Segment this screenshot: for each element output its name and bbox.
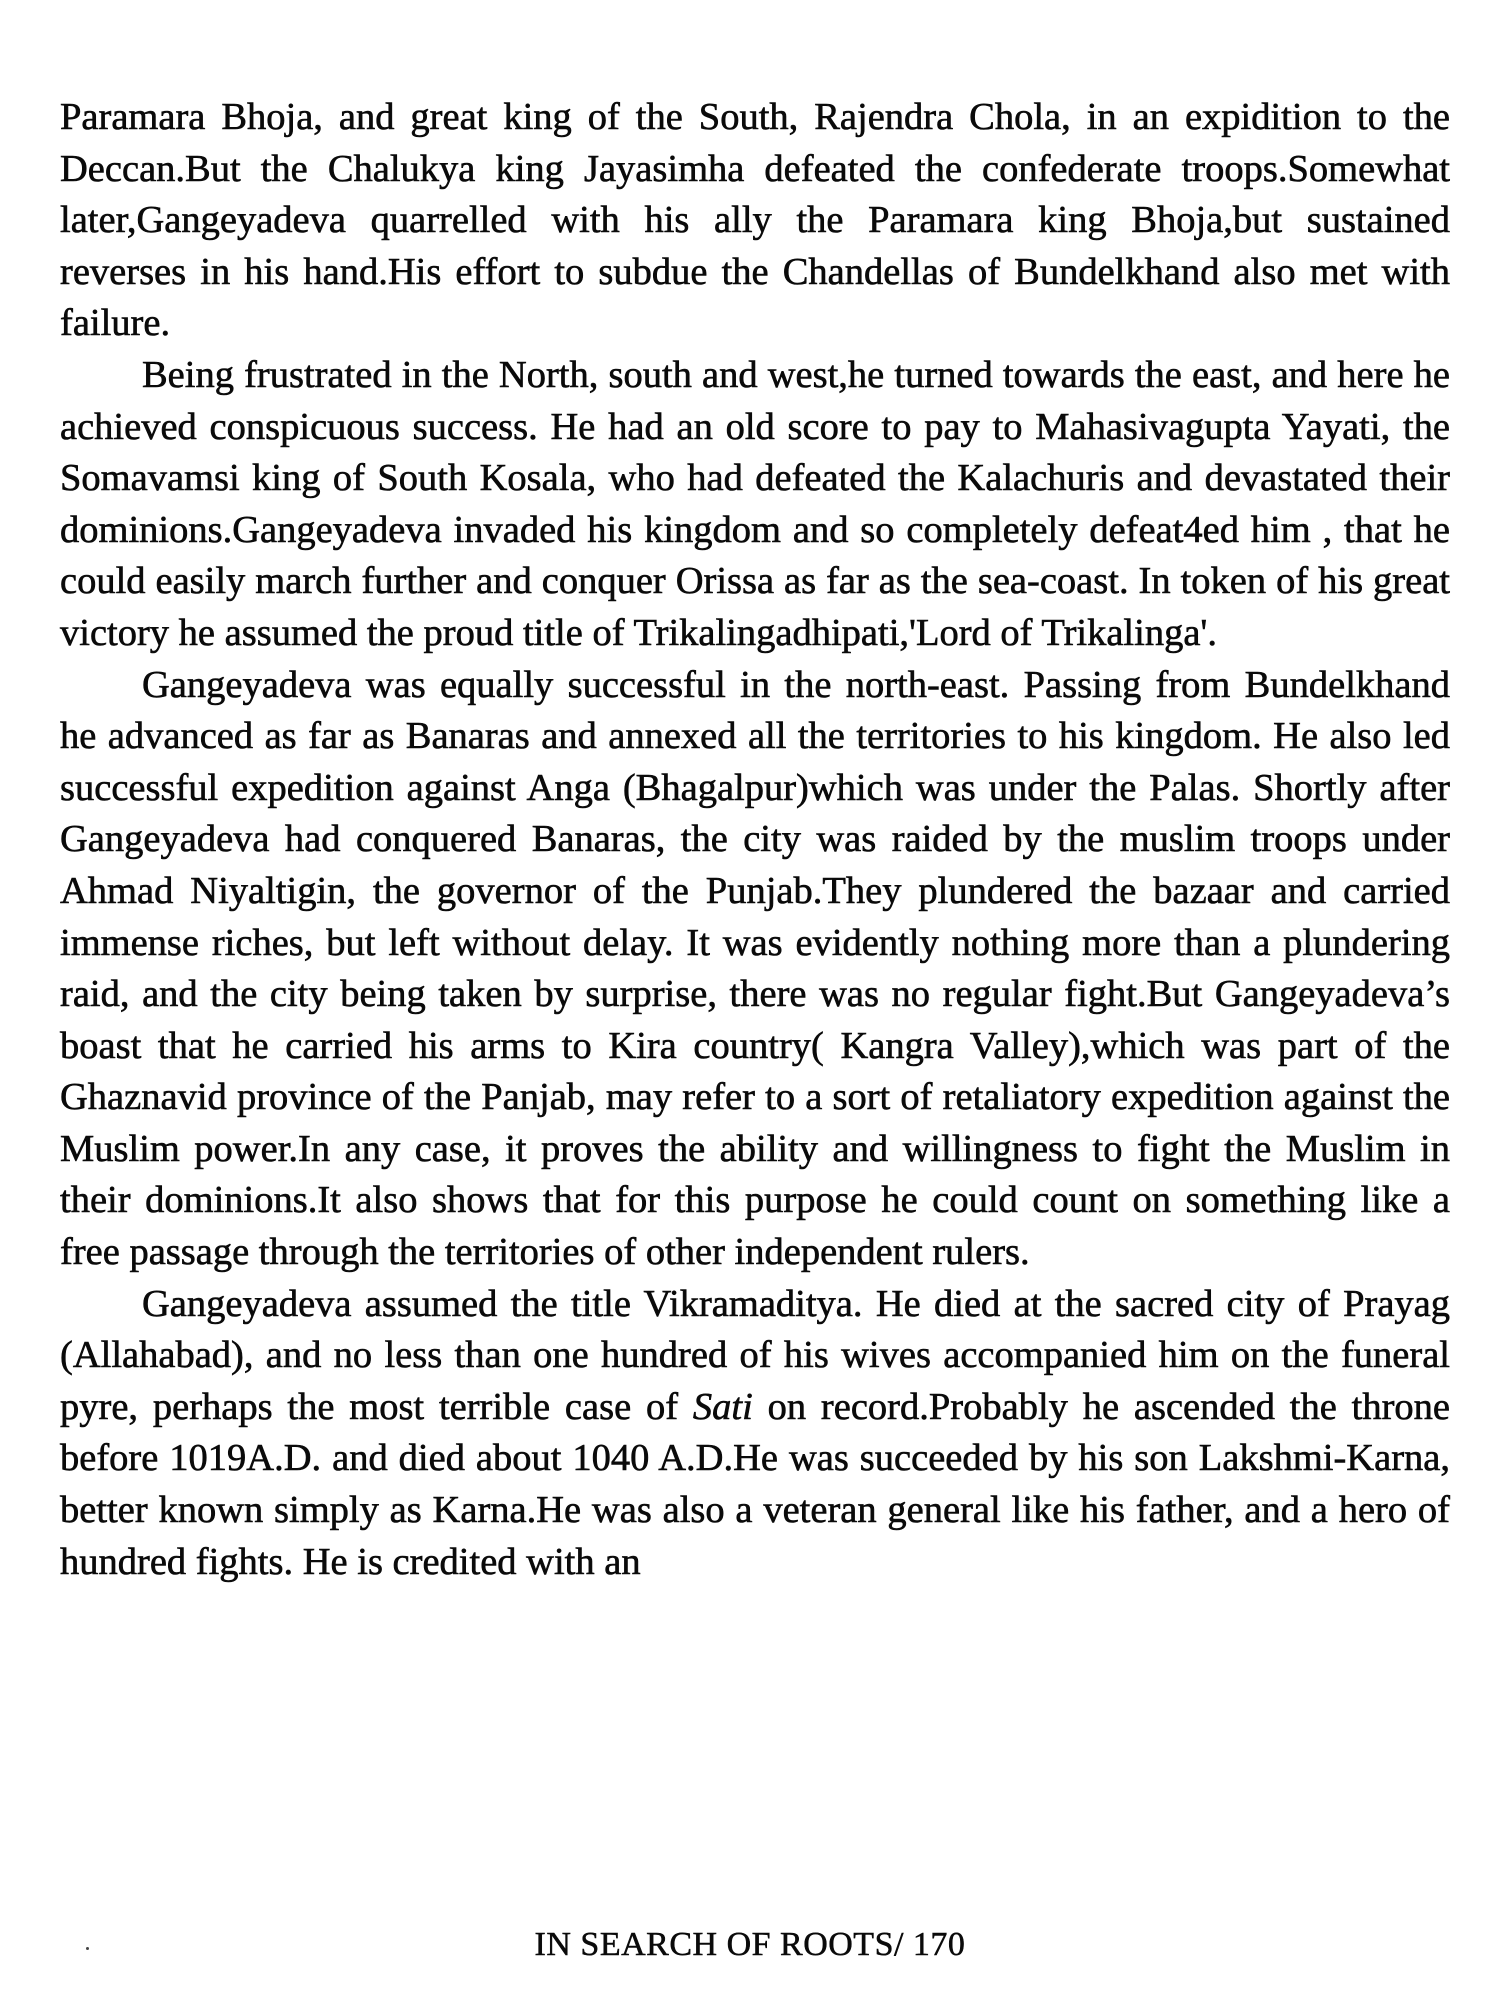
paragraph-1: Paramara Bhoja, and great king of the South, Rajendra Chola, in an expidition to the Deccan.But the Chalukya king Jayasimha defeated the confederate troops.Somewhat later,Gangeyadeva quarrelled with his ally the Paramara king Bhoja,but sustained reverses in his hand.His effort to subdue the Chandellas of Bundelkhand also met with failure. — [60, 96, 1450, 345]
italic-term-sati: Sati — [692, 1385, 753, 1428]
body-text — [60, 92, 1450, 1588]
page-footer: IN SEARCH OF ROOTS/ 170 — [534, 1926, 966, 1963]
paragraph-4 — [60, 1279, 1450, 1589]
paragraph-4-text-end: on record.Probably he ascended the throne before 1019A.D. and died about 1040 A.D.He was succeeded by his son Lakshmi-Karna, better known simply as Karna.He was also a veteran general like his father, and a hero of hundred fights. He is credited with an — [60, 1385, 1450, 1583]
paragraph-3: Gangeyadeva was equally successful in the north-east. Passing from Bundelkhand he advanced as far as Banaras and annexed all the territories to his kingdom. He also led successful expedition against Anga (Bhagalpur)which was under the Palas. Shortly after Gangeyadeva had conquered Banaras, the city was raided by the muslim troops under Ahmad Niyaltigin, the governor of the Punjab.They plundered the bazaar and carried immense riches, but left without delay. It was evidently nothing more than a plundering raid, and the city being taken by surprise, there was no regular fight.But Gangeyadeva’s boast that he carried his arms to Kira country( Kangra Valley),which was part of the Ghaznavid province of the Panjab, may refer to a sort of retaliatory expedition against the Muslim power.In any case, it proves the ability and willingness to fight the Muslim in their dominions.It also shows that for this purpose he could count on something like a free passage through the territories of other independent rulers. — [60, 663, 1450, 1274]
paragraph-4-text-start: Gangeyadeva assumed the title Vikramaditya. He died at the sacred city of Prayag (Allahabad), and no less than one hundred of his wives accompanied him on the funeral pyre, perhaps the most terrible case of — [60, 1282, 1450, 1428]
paragraph-2: Being frustrated in the North, south and west,he turned towards the east, and here he achieved conspicuous success. He had an old score to pay to Mahasivagupta Yayati, the Somavamsi king of South Kosala, who had defeated the Kalachuris and devastated their dominions.Gangeyadeva invaded his kingdom and so completely defeat4ed him , that he could easily march further and conquer Orissa as far as the sea-coast. In token of his great victory he assumed the proud title of Trikalingadhipati,'Lord of Trikalinga'. — [60, 353, 1450, 654]
